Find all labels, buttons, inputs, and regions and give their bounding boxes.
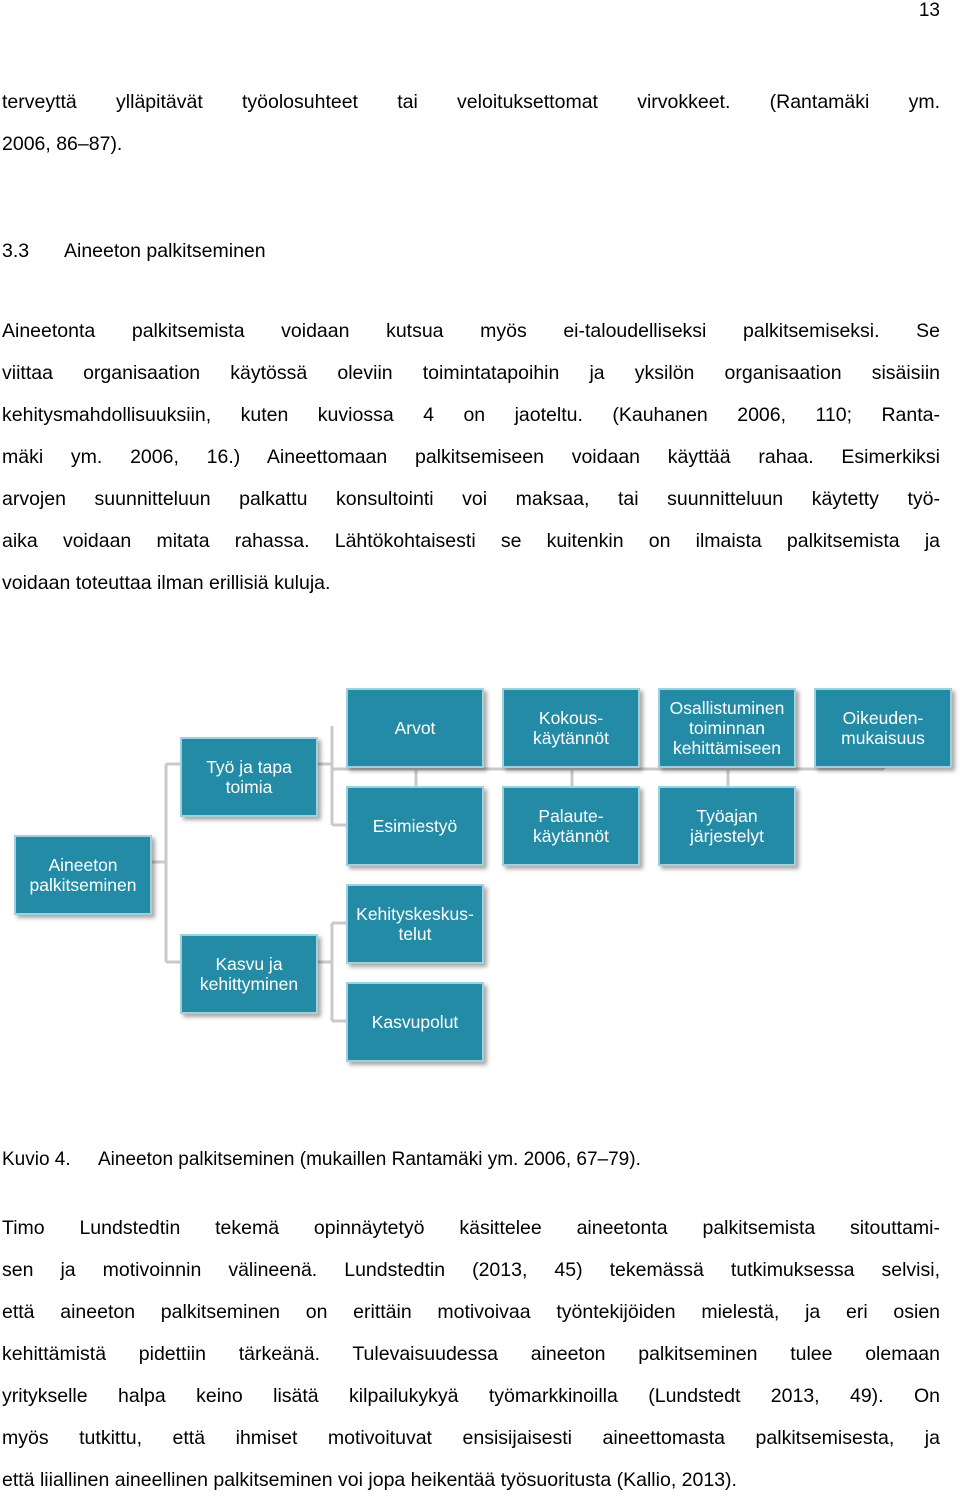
text-line: että liiallinen aineellinen palkitseminen voi jopa heikentää työsuoritusta (Kallio, 2013). (2, 1469, 737, 1491)
text-line: että aineeton palkitseminen on erittäin motivoivaa työntekijöiden mielestä, ja eri osien (2, 1301, 940, 1323)
caption-label: Kuvio 4. (2, 1149, 71, 1170)
text-line: Aineetonta palkitsemista voidaan kutsua myös ei-taloudelliseksi palkitsemiseksi. Se (2, 320, 940, 342)
text-line: aika voidaan mitata rahassa. Lähtökohtaisesti se kuitenkin on ilmaista palkitsemista ja (2, 530, 940, 552)
text-line: 2006, 86–87). (2, 133, 123, 155)
node-leadership: Esimiestyö (346, 786, 484, 866)
figure-caption (2, 1145, 641, 1175)
root-node: Aineeton palkitseminen (14, 835, 152, 915)
branch-node-growth: Kasvu ja kehittyminen (180, 934, 318, 1014)
text-line: yritykselle halpa keino lisätä kilpailukykyä työmarkkinoilla (Lundstedt 2013, 49). On (2, 1385, 940, 1407)
text-line: mäki ym. 2006, 16.) Aineettomaan palkitsemiseen voidaan käyttää rahaa. Esimerkiksi (2, 446, 940, 468)
section-heading (2, 236, 266, 266)
branch-node-work: Työ ja tapa toimia (180, 737, 318, 817)
node-growth-paths: Kasvupolut (346, 982, 484, 1062)
text-line: voidaan toteuttaa ilman erillisiä kuluja. (2, 572, 331, 594)
node-meeting-practices: Kokous- käytännöt (502, 688, 640, 768)
caption-text: Aineeton palkitseminen (mukaillen Rantamäki ym. 2006, 67–79). (98, 1149, 641, 1170)
node-working-hours: Työajan järjestelyt (658, 786, 796, 866)
text-line: sen ja motivoinnin välineenä. Lundstedtin (2013, 45) tekemässä tutkimuksessa selvisi, (2, 1259, 940, 1281)
node-participation: Osallistuminen toiminnan kehittämiseen (658, 688, 796, 768)
node-fairness: Oikeuden- mukaisuus (814, 688, 952, 768)
page-number: 13 (918, 0, 940, 21)
paragraph-intro (2, 81, 940, 165)
text-line: arvojen suunnitteluun palkattu konsultointi voi maksaa, tai suunnitteluun käytetty työ- (2, 488, 940, 510)
text-line: myös tutkittu, että ihmiset motivoituvat ensisijaisesti aineettomasta palkitsemisesta, ja (2, 1427, 940, 1449)
text-line: Timo Lundstedtin tekemä opinnäytetyö käsittelee aineetonta palkitsemista sitouttami- (2, 1217, 940, 1239)
text-line: kehitysmahdollisuuksiin, kuten kuviossa 4 on jaoteltu. (Kauhanen 2006, 110; Ranta- (2, 404, 940, 426)
reward-diagram (0, 680, 960, 1080)
paragraph-body-2 (2, 1207, 940, 1501)
paragraph-body-1 (2, 310, 940, 604)
node-values: Arvot (346, 688, 484, 768)
section-title: Aineeton palkitseminen (64, 240, 266, 262)
text-line: viittaa organisaation käytössä oleviin toimintatapoihin ja yksilön organisaation sisäisiin (2, 362, 940, 384)
section-number: 3.3 (2, 240, 30, 262)
text-line: terveyttä ylläpitävät työolosuhteet tai veloituksettomat virvokkeet. (Rantamäki ym. (2, 91, 940, 113)
node-development-discussions: Kehityskeskus- telut (346, 884, 484, 964)
text-line: kehittämistä pidettiin tärkeänä. Tulevaisuudessa aineeton palkitseminen tulee olemaan (2, 1343, 940, 1365)
node-feedback-practices: Palaute- käytännöt (502, 786, 640, 866)
